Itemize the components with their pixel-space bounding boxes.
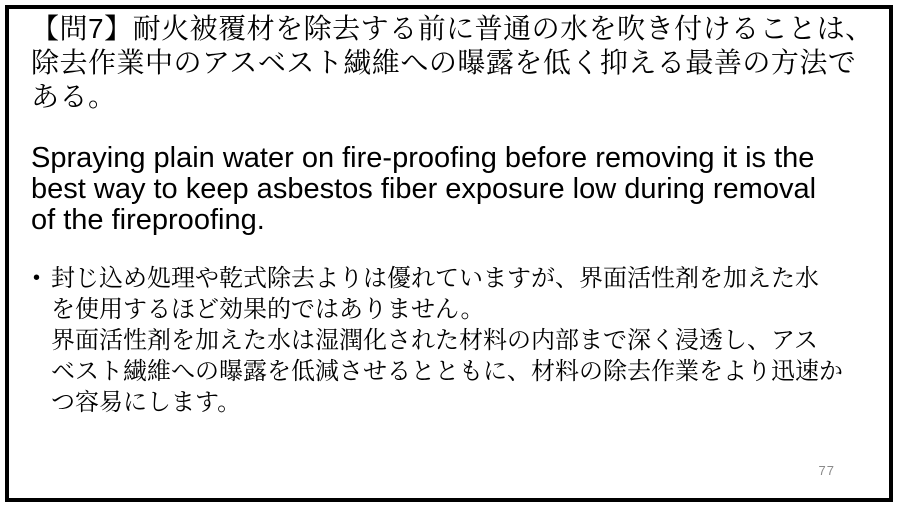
english-statement <box>31 143 875 236</box>
english-statement-line: best way to keep asbestos fiber exposure low during removal <box>31 173 817 205</box>
answer-line: つ容易にします。 <box>51 389 242 416</box>
english-statement-line: of the fireproofing. <box>31 204 265 236</box>
answer-bullet-item <box>31 263 875 418</box>
question-title-line: ある。 <box>31 81 117 112</box>
page-number: 77 <box>818 463 835 478</box>
answer-line: を使用するほど効果的ではありません。 <box>51 296 485 323</box>
answer-line: 封じ込め処理や乾式除去よりは優れていますが、界面活性剤を加えた水 <box>51 265 819 292</box>
question-title-line: 【問7】耐火被覆材を除去する前に普通の水を吹き付けることは、 <box>31 13 874 44</box>
slide-content <box>31 12 875 418</box>
answer-line: 界面活性剤を加えた水は湿潤化された材料の内部まで深く浸透し、アス <box>51 327 819 354</box>
bullet-marker: • <box>33 267 41 289</box>
question-title <box>31 12 875 114</box>
english-statement-line: Spraying plain water on fire-proofing before removing it is the <box>31 142 815 174</box>
answer-line: ベスト繊維への曝露を低減させるとともに、材料の除去作業をより迅速か <box>51 358 843 385</box>
slide-border <box>5 5 893 502</box>
question-title-line: 除去作業中のアスベスト繊維への曝露を低く抑える最善の方法で <box>31 47 857 78</box>
answer-bullet-text <box>51 263 875 418</box>
